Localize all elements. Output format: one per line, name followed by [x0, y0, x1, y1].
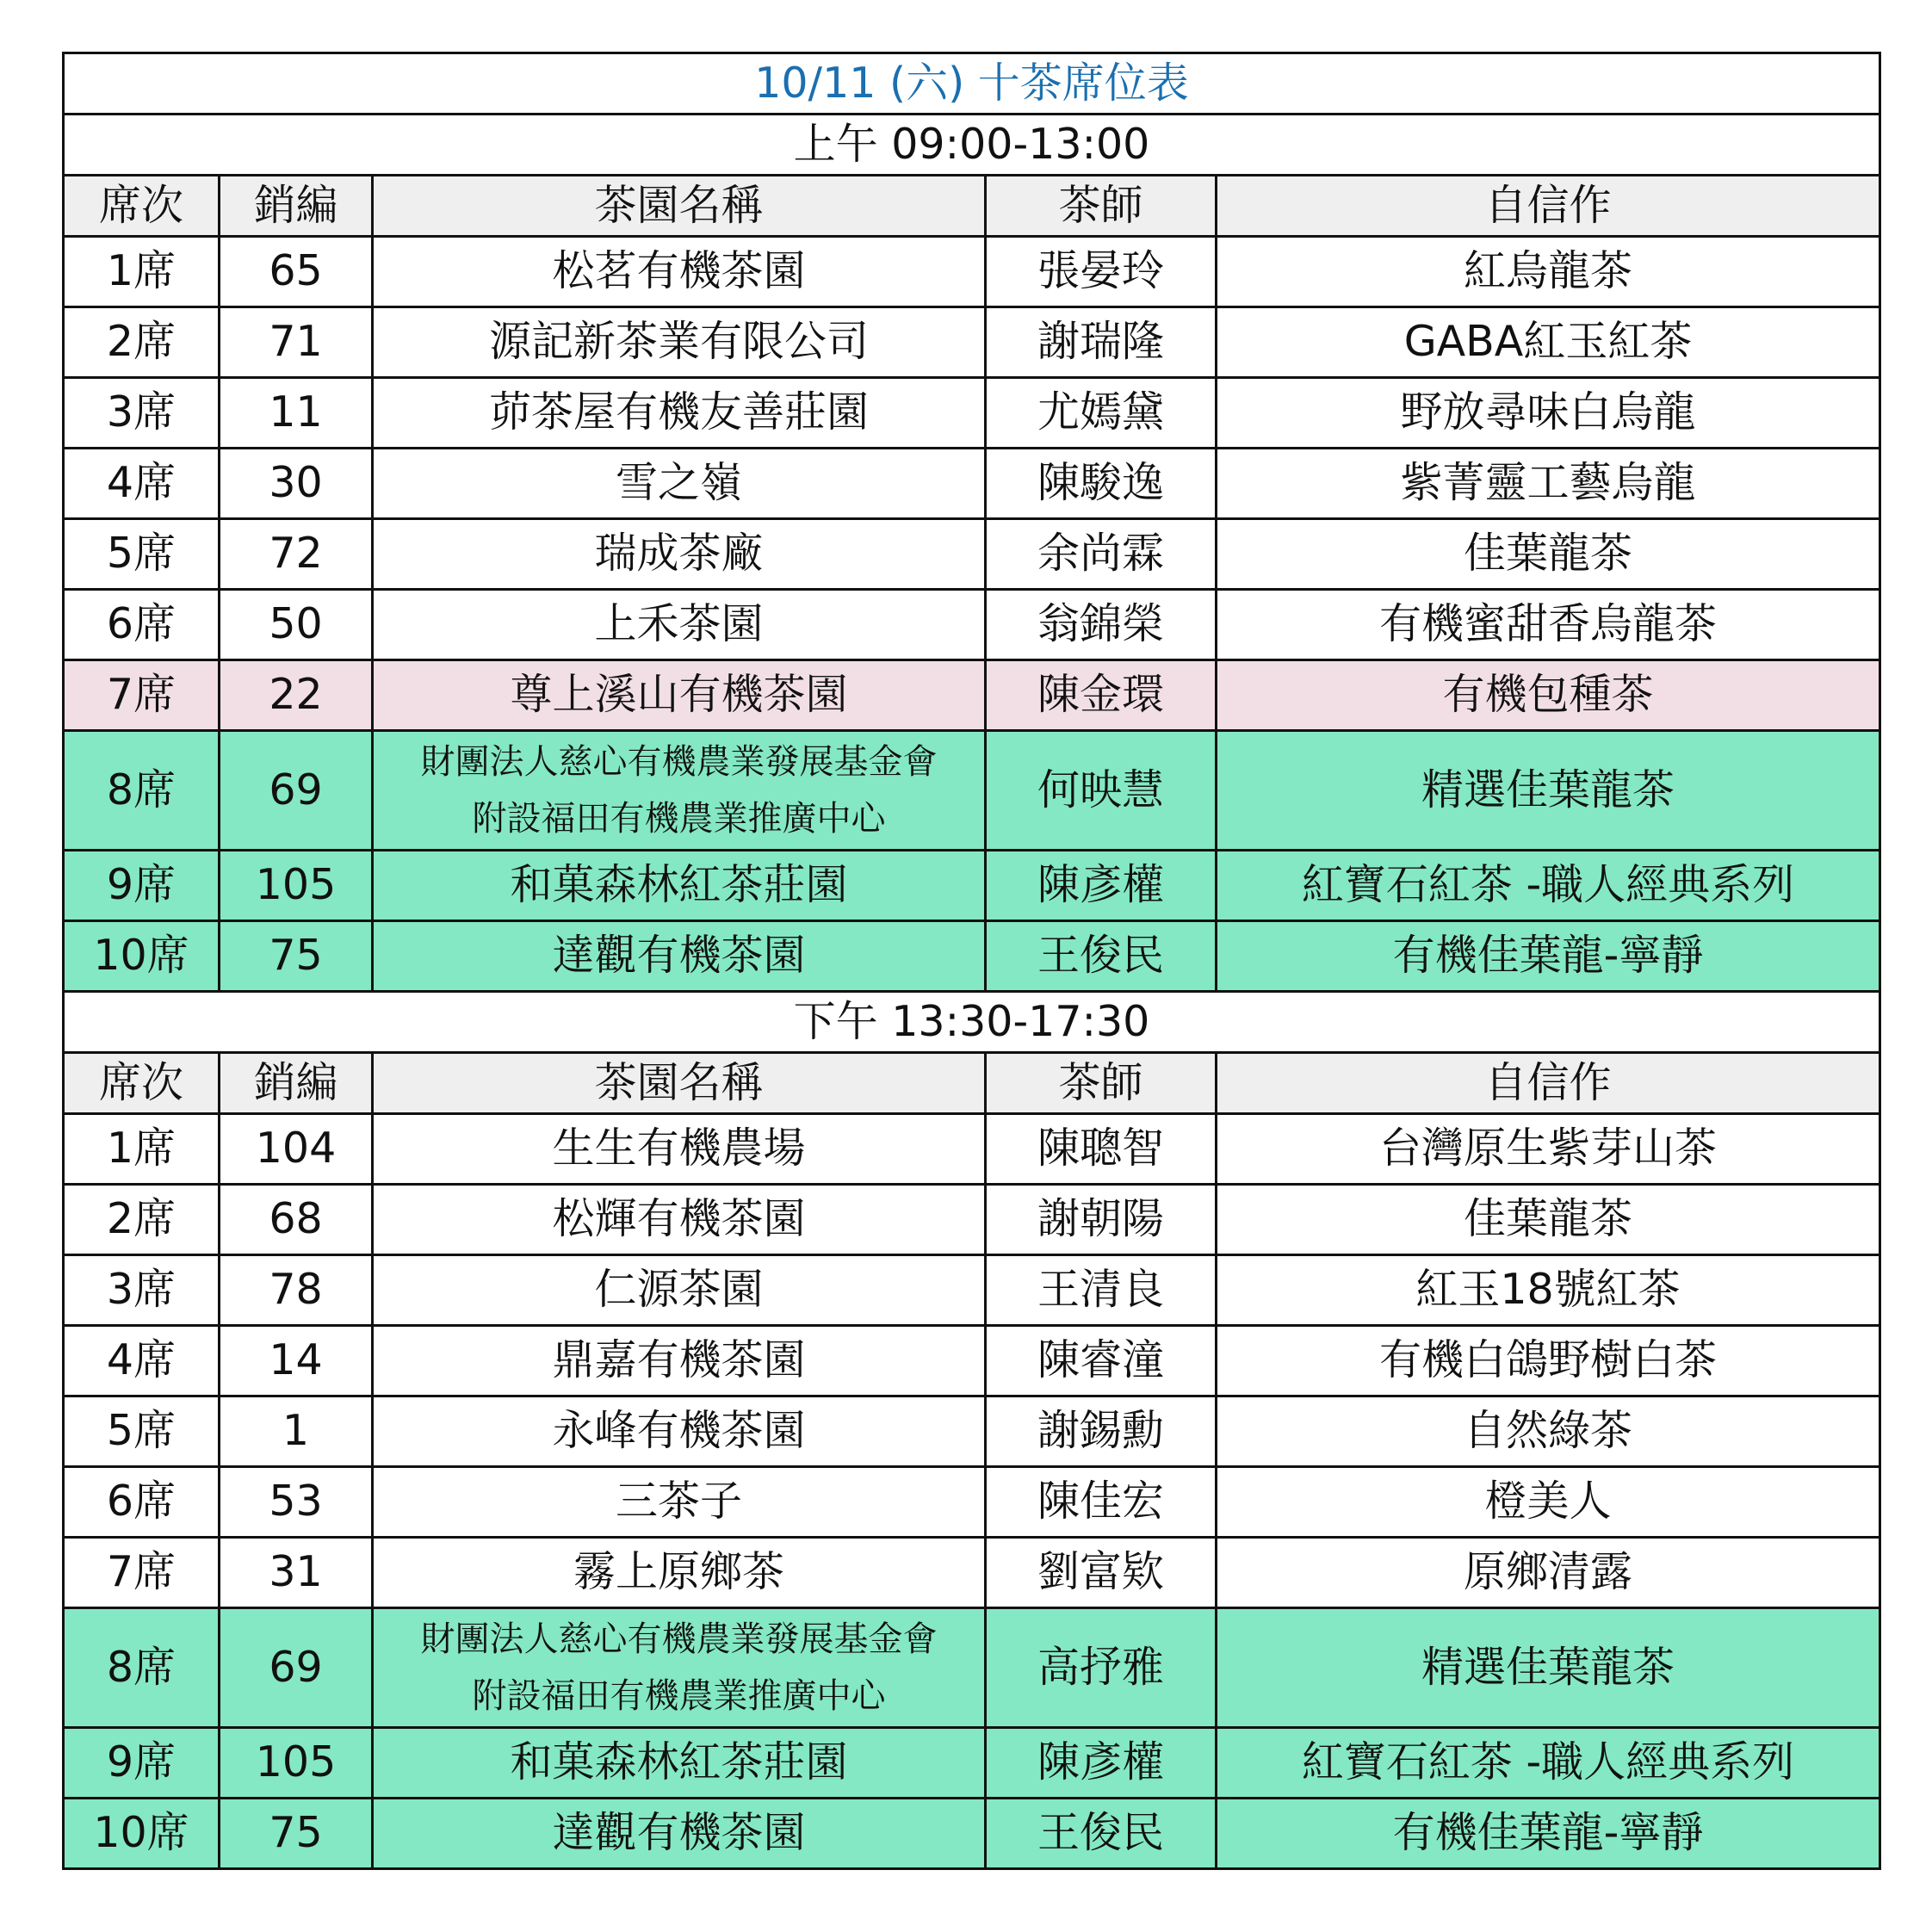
master-cell: 王清良	[986, 1255, 1217, 1326]
tea-cell: 紅寶石紅茶 -職人經典系列	[1217, 851, 1880, 921]
tea-cell: 有機包種茶	[1217, 660, 1880, 731]
garden-cell: 和菓森林紅茶莊園	[373, 851, 986, 921]
code-cell: 72	[220, 519, 373, 590]
tea-cell: 佳葉龍茶	[1217, 519, 1880, 590]
tea-cell: 佳葉龍茶	[1217, 1185, 1880, 1255]
code-cell: 69	[220, 731, 373, 851]
code-cell: 11	[220, 378, 373, 449]
column-header: 席次	[64, 1053, 220, 1114]
garden-cell: 和菓森林紅茶莊園	[373, 1728, 986, 1799]
garden-line-2: 附設福田有機農業推廣中心	[472, 799, 886, 839]
seat-cell: 8席	[64, 1608, 220, 1728]
code-cell: 14	[220, 1326, 373, 1396]
tea-cell: 紅烏龍茶	[1217, 237, 1880, 307]
code-cell: 30	[220, 449, 373, 519]
garden-cell: 松輝有機茶園	[373, 1185, 986, 1255]
seat-cell: 5席	[64, 1396, 220, 1467]
table-row	[64, 1467, 1880, 1538]
column-header: 自信作	[1217, 176, 1880, 237]
tea-cell: 台灣原生紫芽山茶	[1217, 1114, 1880, 1185]
table-row	[64, 921, 1880, 992]
code-cell: 31	[220, 1538, 373, 1608]
garden-cell: 生生有機農場	[373, 1114, 986, 1185]
column-header: 銷編	[220, 1053, 373, 1114]
code-cell: 50	[220, 590, 373, 660]
code-cell: 68	[220, 1185, 373, 1255]
section-row	[64, 115, 1880, 176]
tea-cell: 精選佳葉龍茶	[1217, 1608, 1880, 1728]
code-cell: 1	[220, 1396, 373, 1467]
garden-cell: 鼎嘉有機茶園	[373, 1326, 986, 1396]
master-cell: 謝朝陽	[986, 1185, 1217, 1255]
code-cell: 22	[220, 660, 373, 731]
tea-cell: 有機白鴿野樹白茶	[1217, 1326, 1880, 1396]
master-cell: 陳彥權	[986, 1728, 1217, 1799]
tea-cell: GABA紅玉紅茶	[1217, 307, 1880, 378]
master-cell: 陳金環	[986, 660, 1217, 731]
seat-cell: 7席	[64, 1538, 220, 1608]
garden-cell: 仁源茶園	[373, 1255, 986, 1326]
code-cell: 53	[220, 1467, 373, 1538]
garden-cell: 瑞成茶廠	[373, 519, 986, 590]
tea-cell: 橙美人	[1217, 1467, 1880, 1538]
code-cell: 105	[220, 1728, 373, 1799]
title-row	[64, 53, 1880, 115]
section-label: 下午 13:30-17:30	[64, 992, 1880, 1053]
master-cell: 劉富欵	[986, 1538, 1217, 1608]
garden-cell: 達觀有機茶園	[373, 921, 986, 992]
garden-cell: 尊上溪山有機茶園	[373, 660, 986, 731]
table-row	[64, 1728, 1880, 1799]
code-cell: 105	[220, 851, 373, 921]
seat-cell: 10席	[64, 1799, 220, 1869]
garden-cell: 達觀有機茶園	[373, 1799, 986, 1869]
code-cell: 69	[220, 1608, 373, 1728]
garden-cell: 霧上原鄉茶	[373, 1538, 986, 1608]
seat-table	[62, 52, 1881, 1870]
table-row	[64, 237, 1880, 307]
master-cell: 張晏玲	[986, 237, 1217, 307]
code-cell: 75	[220, 921, 373, 992]
page-title: 10/11 (六) 十茶席位表	[64, 53, 1880, 115]
master-cell: 陳聰智	[986, 1114, 1217, 1185]
table-row	[64, 449, 1880, 519]
table-row	[64, 731, 1880, 851]
column-header: 銷編	[220, 176, 373, 237]
garden-cell: 雪之嶺	[373, 449, 986, 519]
table-row	[64, 1538, 1880, 1608]
seat-cell: 9席	[64, 851, 220, 921]
seat-cell: 10席	[64, 921, 220, 992]
section-label: 上午 09:00-13:00	[64, 115, 1880, 176]
seat-cell: 3席	[64, 1255, 220, 1326]
master-cell: 謝錫勳	[986, 1396, 1217, 1467]
tea-cell: 有機蜜甜香烏龍茶	[1217, 590, 1880, 660]
tea-cell: 紅玉18號紅茶	[1217, 1255, 1880, 1326]
master-cell: 王俊民	[986, 1799, 1217, 1869]
seat-cell: 4席	[64, 1326, 220, 1396]
header-row	[64, 176, 1880, 237]
code-cell: 75	[220, 1799, 373, 1869]
garden-cell: 松茗有機茶園	[373, 237, 986, 307]
garden-line-2: 附設福田有機農業推廣中心	[472, 1676, 886, 1716]
master-cell: 余尚霖	[986, 519, 1217, 590]
garden-cell: 永峰有機茶園	[373, 1396, 986, 1467]
master-cell: 高抒雅	[986, 1608, 1217, 1728]
section-row	[64, 992, 1880, 1053]
master-cell: 陳駿逸	[986, 449, 1217, 519]
column-header: 自信作	[1217, 1053, 1880, 1114]
column-header: 茶師	[986, 1053, 1217, 1114]
table-row	[64, 660, 1880, 731]
master-cell: 何映慧	[986, 731, 1217, 851]
master-cell: 陳彥權	[986, 851, 1217, 921]
garden-cell	[373, 1608, 986, 1728]
master-cell: 尤嫣黛	[986, 378, 1217, 449]
master-cell: 陳睿潼	[986, 1326, 1217, 1396]
garden-line-1: 財團法人慈心有機農業發展基金會	[420, 1619, 938, 1659]
master-cell: 陳佳宏	[986, 1467, 1217, 1538]
table-row	[64, 519, 1880, 590]
master-cell: 王俊民	[986, 921, 1217, 992]
code-cell: 65	[220, 237, 373, 307]
seat-cell: 1席	[64, 1114, 220, 1185]
tea-cell: 野放尋味白烏龍	[1217, 378, 1880, 449]
garden-cell	[373, 731, 986, 851]
seat-cell: 9席	[64, 1728, 220, 1799]
tea-cell: 原鄉清露	[1217, 1538, 1880, 1608]
seat-cell: 2席	[64, 307, 220, 378]
garden-cell: 三茶子	[373, 1467, 986, 1538]
table-row	[64, 851, 1880, 921]
table-row	[64, 378, 1880, 449]
tea-cell: 有機佳葉龍-寧靜	[1217, 921, 1880, 992]
tea-cell: 紫菁靈工藝烏龍	[1217, 449, 1880, 519]
tea-cell: 自然綠茶	[1217, 1396, 1880, 1467]
seat-cell: 8席	[64, 731, 220, 851]
header-row	[64, 1053, 1880, 1114]
seat-cell: 6席	[64, 1467, 220, 1538]
garden-cell: 上禾茶園	[373, 590, 986, 660]
seat-cell: 7席	[64, 660, 220, 731]
table-row	[64, 1396, 1880, 1467]
column-header: 茶師	[986, 176, 1217, 237]
garden-line-1: 財團法人慈心有機農業發展基金會	[420, 742, 938, 782]
seat-cell: 5席	[64, 519, 220, 590]
tea-cell: 精選佳葉龍茶	[1217, 731, 1880, 851]
seat-cell: 2席	[64, 1185, 220, 1255]
master-cell: 謝瑞隆	[986, 307, 1217, 378]
column-header: 茶園名稱	[373, 176, 986, 237]
code-cell: 78	[220, 1255, 373, 1326]
table-row	[64, 1326, 1880, 1396]
code-cell: 104	[220, 1114, 373, 1185]
seat-cell: 1席	[64, 237, 220, 307]
seat-cell: 3席	[64, 378, 220, 449]
code-cell: 71	[220, 307, 373, 378]
table-row	[64, 1799, 1880, 1869]
table-row	[64, 1255, 1880, 1326]
table-row	[64, 1114, 1880, 1185]
tea-cell: 有機佳葉龍-寧靜	[1217, 1799, 1880, 1869]
table-row	[64, 590, 1880, 660]
tea-cell: 紅寶石紅茶 -職人經典系列	[1217, 1728, 1880, 1799]
seat-cell: 4席	[64, 449, 220, 519]
column-header: 席次	[64, 176, 220, 237]
garden-cell: 茆茶屋有機友善莊園	[373, 378, 986, 449]
table-row	[64, 1185, 1880, 1255]
garden-cell: 源記新茶業有限公司	[373, 307, 986, 378]
table-row	[64, 307, 1880, 378]
seat-cell: 6席	[64, 590, 220, 660]
column-header: 茶園名稱	[373, 1053, 986, 1114]
table-row	[64, 1608, 1880, 1728]
master-cell: 翁錦榮	[986, 590, 1217, 660]
